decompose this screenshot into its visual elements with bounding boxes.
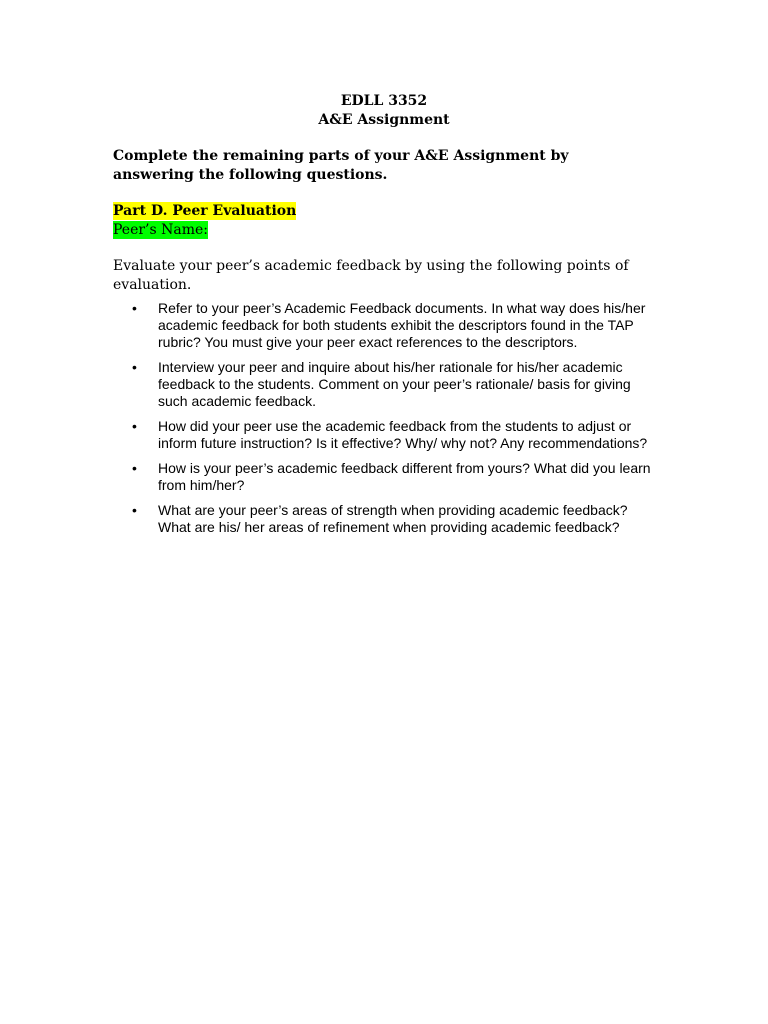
bullet-icon: • — [132, 502, 137, 518]
list-item — [130, 460, 660, 494]
bullet-icon: • — [132, 418, 137, 434]
question-text: How is your peer’s academic feedback different from yours? What did you learn from him/her? — [158, 460, 651, 493]
list-item — [130, 359, 660, 410]
instructions-text: Complete the remaining parts of your A&E Assignment by answering the following questions. — [113, 148, 569, 183]
question-text: How did your peer use the academic feedback from the students to adjust or inform future instruction? Is it effective? Why/ why not? Any recommendations? — [158, 418, 648, 451]
question-text: What are your peer’s areas of strength when providing academic feedback? What are his/ her areas of refinement when providing academic feedback? — [158, 502, 628, 535]
bullet-icon: • — [132, 300, 137, 316]
evaluation-intro: Evaluate your peer’s academic feedback by using the following points of evaluation. — [113, 258, 629, 293]
list-item — [130, 418, 660, 452]
course-code: EDLL 3352 — [340, 93, 428, 109]
list-item — [130, 502, 660, 536]
question-text: Refer to your peer’s Academic Feedback documents. In what way does his/her academic feedback for both students exhibit the descriptors found in the TAP rubric? You must give your peer exact references to the descriptors. — [158, 300, 646, 350]
document-header — [0, 92, 768, 130]
question-text: Interview your peer and inquire about his/her rationale for his/her academic feedback to the students. Comment on your peer’s rationale/ basis for giving such academic feedback. — [158, 359, 631, 409]
part-d-section — [113, 202, 296, 239]
assignment-title: A&E Assignment — [318, 112, 450, 128]
bullet-icon: • — [132, 460, 137, 476]
list-item — [130, 300, 660, 351]
bullet-icon: • — [132, 359, 137, 375]
question-list — [130, 300, 660, 544]
part-d-title: Part D. Peer Evaluation — [113, 203, 297, 219]
peer-name-label: Peer’s Name: — [113, 222, 209, 238]
